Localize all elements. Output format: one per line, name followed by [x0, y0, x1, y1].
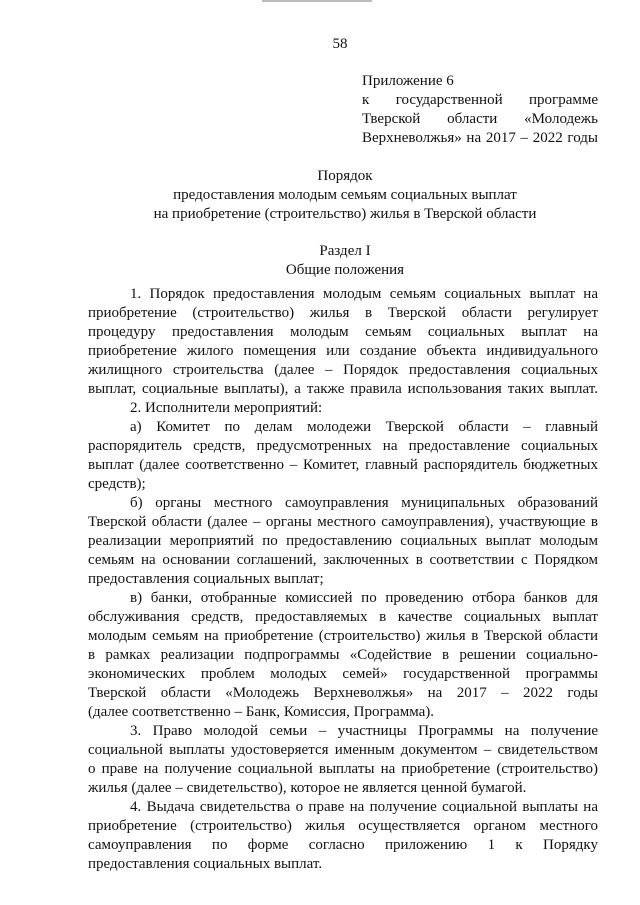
paragraph-3-line: о праве на получение социальной выплаты на приобретение (строительство) [88, 761, 598, 777]
item-b-line: реализации мероприятий по предоставлению социальных выплат молодым [88, 533, 598, 549]
appendix-block [362, 72, 598, 148]
item-c-line: обслуживания средств, предоставляемых в качестве социальных выплат [88, 609, 598, 625]
paragraph-1-line: жилищного строительства (далее – Порядок предоставления социальных [88, 362, 598, 378]
item-c-line: в) банки, отобранные комиссией по проведению отбора банков для [130, 590, 598, 606]
paragraph-1-line: выплат, социальные выплаты), а также правила использования таких выплат. [88, 381, 598, 397]
section-heading [0, 242, 640, 280]
paragraph-3-line: 3. Право молодой семьи – участницы Программы на получение [130, 723, 598, 739]
item-c-line: в рамках реализации подпрограммы «Содействие в решении социально- [88, 647, 598, 663]
item-a-line: выплат (далее соответственно – Комитет, главный распорядитель бюджетных [88, 457, 598, 473]
item-b-line: Тверской области (далее – органы местного самоуправления), участвующие в [88, 514, 598, 530]
item-b-line: предоставления социальных выплат; [88, 571, 324, 587]
item-a-line: распорядитель средств, предусмотренных на предоставление социальных [88, 438, 598, 454]
title-line: предоставления молодым семьям социальных выплат [173, 187, 517, 203]
paragraph-1-line: процедуру предоставления молодым семьям социальных выплат на [88, 324, 598, 340]
title-line: на приобретение (строительство) жилья в Тверской области [153, 206, 537, 222]
appendix-line: Верхневолжья» на 2017 – 2022 годы [362, 130, 598, 146]
item-a-line: а) Комитет по делам молодежи Тверской области – главный [130, 419, 598, 435]
paragraph-1-line: 1. Порядок предоставления молодым семьям социальных выплат на [130, 286, 598, 302]
paragraph-1-line: приобретение жилого помещения или создание объекта индивидуального [88, 343, 598, 359]
scan-artifact [262, 0, 372, 2]
paragraph-4-line: 4. Выдача свидетельства о праве на получение социальной выплаты на [130, 799, 598, 815]
item-a-line: средств); [88, 476, 146, 492]
appendix-line: к государственной программе [362, 92, 598, 108]
section-number: Раздел I [319, 243, 371, 259]
paragraph-3-line: социальной выплаты удостоверяется именным документом – свидетельством [88, 742, 598, 758]
paragraph-1-line: приобретение (строительство) жилья в Тверской области регулирует [88, 305, 598, 321]
appendix-line: Тверской области «Молодежь [362, 111, 598, 127]
appendix-line: Приложение 6 [362, 73, 454, 89]
item-c-line: экономических проблем молодых семей» государственной программы [88, 666, 598, 682]
item-b-line: семьям на основании соглашений, заключенных в соответствии с Порядком [88, 552, 598, 568]
item-c-line: (далее соответственно – Банк, Комиссия, Программа). [88, 704, 435, 720]
title-line: Порядок [317, 168, 373, 184]
paragraph-2-line: 2. Исполнители мероприятий: [130, 400, 323, 416]
item-c-line: Тверской области «Молодежь Верхневолжья» на 2017 – 2022 годы [88, 685, 598, 701]
paragraph-4-line: самоуправления по форме согласно приложению 1 к Порядку [88, 837, 598, 853]
item-b-line: б) органы местного самоуправления муниципальных образований [130, 495, 598, 511]
document-title [0, 167, 640, 224]
page-number: 58 [332, 36, 348, 52]
body-text [88, 285, 598, 874]
item-c-line: молодым семьям на приобретение (строительство) жилья в Тверской области [88, 628, 598, 644]
paragraph-3-line: жилья (далее – свидетельство), которое не является ценной бумагой. [88, 780, 527, 796]
section-name: Общие положения [285, 262, 405, 278]
paragraph-4-line: приобретение (строительство) жилья осуществляется органом местного [88, 818, 598, 834]
paragraph-4-line: предоставления социальных выплат. [88, 856, 323, 872]
